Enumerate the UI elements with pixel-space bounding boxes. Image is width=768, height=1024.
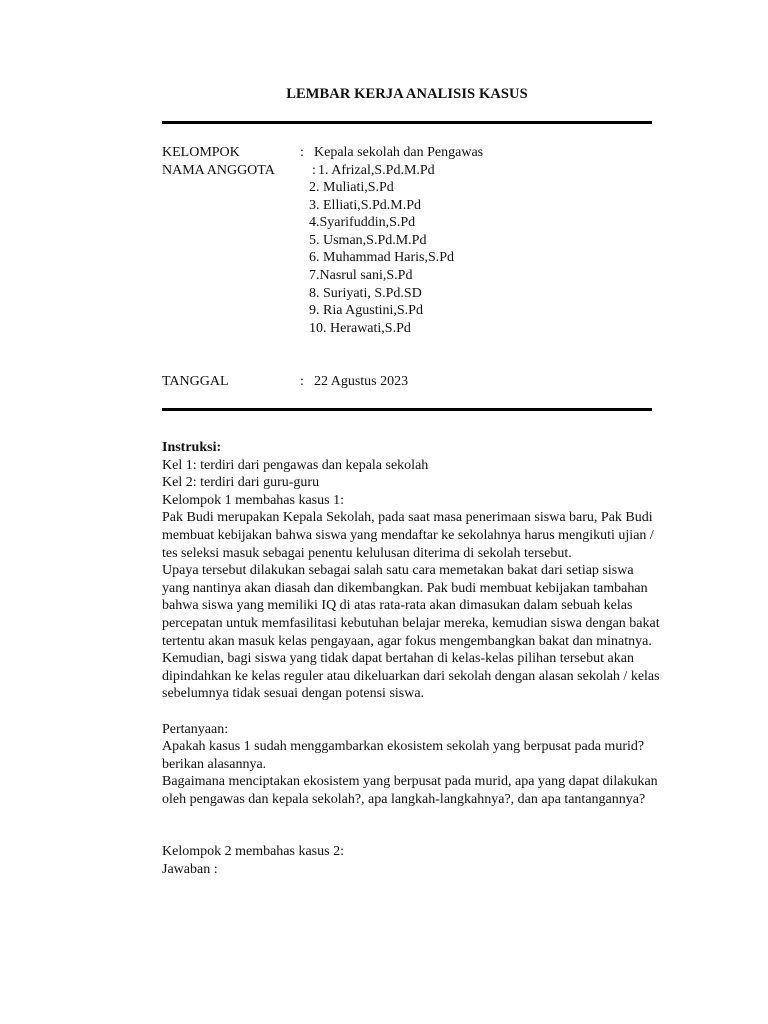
member-3: 3. Elliati,S.Pd.M.Pd [309, 197, 422, 213]
member-list [309, 179, 454, 337]
instructions-body [162, 439, 662, 879]
tanggal-separator: : [300, 374, 304, 389]
document-title: LEMBAR KERJA ANALISIS KASUS [286, 86, 528, 102]
member-7: 7.Nasrul sani,S.Pd [309, 267, 413, 283]
nama-anggota-separator: : [312, 163, 316, 178]
nama-anggota-label: NAMA ANGGOTA [162, 163, 275, 178]
kelompok1-line: Kelompok 1 membahas kasus 1: [162, 492, 344, 508]
instruksi-heading: Instruksi: [162, 440, 222, 455]
kelompok-value: Kepala sekolah dan Pengawas [314, 145, 484, 160]
tanggal-value: 22 Agustus 2023 [314, 374, 409, 389]
member-9: 9. Ria Agustini,S.Pd [309, 303, 423, 319]
question-1: Apakah kasus 1 sudah menggambarkan ekosistem sekolah yang berpusat pada murid? berikan alasannya. [162, 739, 645, 772]
case-paragraph-3: Kemudian, bagi siswa yang tidak dapat bertahan di kelas-kelas pilihan tersebut akan dipindahkan ke kelas reguler atau dikeluarkan dari sekolah dengan alasan sekolah / kelas sebelumnya tidak sesuai dengan potensi siswa. [162, 651, 660, 702]
kel1-line: Kel 1: terdiri dari pengawas dan kepala sekolah [162, 457, 429, 473]
member-8: 8. Suriyati, S.Pd.SD [309, 285, 422, 301]
member-4: 4.Syarifuddin,S.Pd [309, 215, 416, 231]
pertanyaan-heading: Pertanyaan: [162, 721, 229, 737]
member-10: 10. Herawati,S.Pd [309, 320, 411, 336]
case-paragraph-2: Upaya tersebut dilakukan sebagai salah satu cara memetakan bakat dari setiap siswa yang nantinya akan diasah dan dikembangkan. Pak budi membuat kebijakan tambahan bahwa siswa yang memiliki IQ di atas rata-rata akan dimasukan dalam sebuah kelas percepatan untuk memfasilitasi kebutuhan belajar mereka, kemudian siswa dengan bakat tertentu akan masuk kelas pengayaan, agar fokus mengembangkan bakat dan minatnya. [162, 563, 660, 649]
kelompok-separator: : [300, 145, 304, 160]
question-2: Bagaimana menciptakan ekosistem yang berpusat pada murid, apa yang dapat dilakukan oleh pengawas dan kepala sekolah?, apa langkah-langkahnya?, dan apa tantangannya? [162, 774, 658, 807]
jawaban-line: Jawaban : [162, 862, 218, 878]
tanggal-label: TANGGAL [162, 374, 229, 389]
member-2: 2. Muliati,S.Pd [309, 180, 394, 195]
member-5: 5. Usman,S.Pd.M.Pd [309, 232, 427, 248]
case-paragraph-1: Pak Budi merupakan Kepala Sekolah, pada saat masa penerimaan siswa baru, Pak Budi membuat kebijakan bahwa siswa yang mendaftar ke sekolahnya harus mengikuti ujian / tes seleksi masuk sebagai penentu kelulusan diterima di sekolah tersebut. [162, 510, 654, 561]
member-6: 6. Muhammad Haris,S.Pd [309, 250, 455, 266]
kel2-line: Kel 2: terdiri dari guru-guru [162, 475, 320, 491]
kelompok-label: KELOMPOK [162, 145, 240, 160]
member-1: 1. Afrizal,S.Pd.M.Pd [318, 163, 435, 178]
top-divider [162, 121, 652, 124]
kelompok2-line: Kelompok 2 membahas kasus 2: [162, 844, 344, 860]
bottom-divider [162, 408, 652, 411]
